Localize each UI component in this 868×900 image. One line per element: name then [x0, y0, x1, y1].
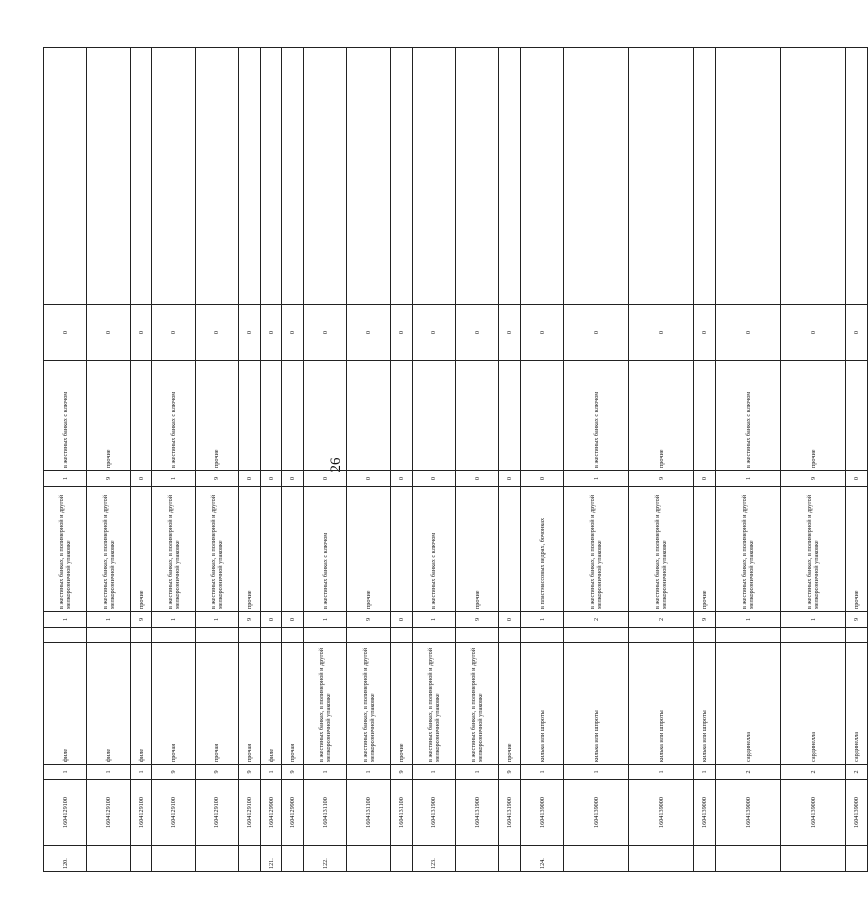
table-row	[44, 48, 87, 872]
name-cell: прочие	[499, 643, 521, 765]
notes-cell	[520, 48, 563, 305]
table-row	[390, 48, 412, 872]
subcode-2-cell: 9	[846, 612, 868, 628]
subcode-2-cell: 0	[390, 612, 412, 628]
notes-cell	[304, 48, 347, 305]
packaging-detail-cell: в жестяных банках с ключом	[44, 361, 87, 471]
code-cell: 1604131900	[412, 780, 455, 846]
name-cell: сардинелла	[846, 643, 868, 765]
notes-cell	[629, 48, 694, 305]
notes-cell	[564, 48, 629, 305]
row-number-cell: 120.	[44, 846, 87, 872]
subcode-3-cell: 0	[130, 471, 152, 487]
blank-cell	[716, 628, 781, 643]
subcode-2-cell: 1	[304, 612, 347, 628]
subcode-2-cell: 1	[44, 612, 87, 628]
name-cell: килька или шпроты	[520, 643, 563, 765]
table-body	[44, 48, 868, 872]
row-number-cell	[846, 846, 868, 872]
name-cell: филе	[130, 643, 152, 765]
table-row	[781, 48, 846, 872]
name-cell: филе	[87, 643, 130, 765]
blank-cell	[304, 628, 347, 643]
name-cell: прочая	[282, 643, 304, 765]
subcode-2-cell: 0	[499, 612, 521, 628]
packaging-cell: прочие	[846, 487, 868, 612]
packaging-cell: в жестяных банках, в полимерной и другой мелкорозничной упаковке	[44, 487, 87, 612]
name-cell: сардинелла	[716, 643, 781, 765]
value-cell: 0	[87, 305, 130, 361]
row-number-cell	[87, 846, 130, 872]
row-number-cell	[239, 846, 261, 872]
subcode-3-cell: 0	[260, 471, 282, 487]
notes-cell	[846, 48, 868, 305]
subcode-2-cell: 2	[629, 612, 694, 628]
blank-cell	[781, 628, 846, 643]
packaging-detail-cell	[239, 361, 261, 471]
value-cell: 0	[499, 305, 521, 361]
notes-cell	[455, 48, 498, 305]
subcode-cell: 9	[152, 765, 195, 780]
packaging-detail-cell	[390, 361, 412, 471]
classification-table	[43, 47, 868, 872]
row-number-cell	[499, 846, 521, 872]
table-row	[87, 48, 130, 872]
row-number-cell	[282, 846, 304, 872]
packaging-detail-cell	[846, 361, 868, 471]
subcode-2-cell: 9	[455, 612, 498, 628]
table-row	[455, 48, 498, 872]
packaging-detail-cell: в жестяных банках с ключом	[152, 361, 195, 471]
blank-cell	[44, 628, 87, 643]
code-cell: 1604129100	[44, 780, 87, 846]
notes-cell	[87, 48, 130, 305]
table-rotator	[43, 48, 860, 872]
table-row	[260, 48, 282, 872]
value-cell: 0	[564, 305, 629, 361]
packaging-detail-cell	[520, 361, 563, 471]
name-cell: в жестяных банках, в полимерной и другой мелкорозничной упаковке	[347, 643, 390, 765]
packaging-detail-cell: в жестяных банках с ключом	[716, 361, 781, 471]
code-cell: 1604129100	[152, 780, 195, 846]
row-number-cell	[390, 846, 412, 872]
blank-cell	[564, 628, 629, 643]
subcode-3-cell: 0	[282, 471, 304, 487]
code-cell: 1604139000	[564, 780, 629, 846]
packaging-cell	[260, 487, 282, 612]
packaging-cell: в жестяных банках, в полимерной и другой мелкорозничной упаковке	[195, 487, 238, 612]
name-cell: в жестяных банках, в полимерной и другой мелкорозничной упаковке	[455, 643, 498, 765]
subcode-2-cell: 1	[412, 612, 455, 628]
subcode-2-cell: 9	[347, 612, 390, 628]
subcode-3-cell: 1	[152, 471, 195, 487]
blank-cell	[499, 628, 521, 643]
name-cell: в жестяных банках, в полимерной и другой мелкорозничной упаковке	[304, 643, 347, 765]
table-row	[282, 48, 304, 872]
subcode-cell: 1	[520, 765, 563, 780]
table-row	[195, 48, 238, 872]
subcode-cell: 1	[87, 765, 130, 780]
packaging-detail-cell	[412, 361, 455, 471]
packaging-cell: в жестяных банках с ключом	[304, 487, 347, 612]
packaging-detail-cell	[282, 361, 304, 471]
notes-cell	[716, 48, 781, 305]
subcode-cell: 2	[781, 765, 846, 780]
subcode-cell: 1	[44, 765, 87, 780]
name-cell: килька или шпроты	[564, 643, 629, 765]
blank-cell	[282, 628, 304, 643]
code-cell: 1604129900	[282, 780, 304, 846]
name-cell: филе	[44, 643, 87, 765]
value-cell: 0	[629, 305, 694, 361]
packaging-detail-cell: прочие	[195, 361, 238, 471]
subcode-2-cell: 9	[239, 612, 261, 628]
code-cell: 1604139000	[846, 780, 868, 846]
subcode-3-cell: 0	[390, 471, 412, 487]
packaging-cell: прочие	[347, 487, 390, 612]
subcode-2-cell: 2	[564, 612, 629, 628]
blank-cell	[412, 628, 455, 643]
value-cell: 0	[781, 305, 846, 361]
value-cell: 0	[152, 305, 195, 361]
packaging-detail-cell	[130, 361, 152, 471]
blank-cell	[694, 628, 716, 643]
notes-cell	[781, 48, 846, 305]
notes-cell	[44, 48, 87, 305]
notes-cell	[390, 48, 412, 305]
notes-cell	[239, 48, 261, 305]
subcode-cell: 9	[499, 765, 521, 780]
packaging-detail-cell: прочие	[781, 361, 846, 471]
row-number-cell: 123.	[412, 846, 455, 872]
subcode-cell: 9	[195, 765, 238, 780]
table-row	[846, 48, 868, 872]
packaging-detail-cell: прочие	[629, 361, 694, 471]
name-cell: филе	[260, 643, 282, 765]
subcode-2-cell: 1	[87, 612, 130, 628]
code-cell: 1604139000	[520, 780, 563, 846]
name-cell: в жестяных банках, в полимерной и другой мелкорозничной упаковке	[412, 643, 455, 765]
notes-cell	[347, 48, 390, 305]
code-cell: 1604139000	[694, 780, 716, 846]
code-cell: 1604131100	[390, 780, 412, 846]
subcode-2-cell: 1	[152, 612, 195, 628]
table-row	[629, 48, 694, 872]
code-cell: 1604131900	[455, 780, 498, 846]
subcode-cell: 1	[347, 765, 390, 780]
row-number-cell	[195, 846, 238, 872]
code-cell: 1604131900	[499, 780, 521, 846]
name-cell: килька или шпроты	[629, 643, 694, 765]
value-cell: 0	[239, 305, 261, 361]
notes-cell	[282, 48, 304, 305]
subcode-3-cell: 1	[716, 471, 781, 487]
table-row	[239, 48, 261, 872]
packaging-cell: в жестяных банках, в полимерной и другой мелкорозничной упаковке	[87, 487, 130, 612]
subcode-2-cell: 1	[195, 612, 238, 628]
value-cell: 0	[195, 305, 238, 361]
value-cell: 0	[455, 305, 498, 361]
subcode-3-cell: 0	[304, 471, 347, 487]
packaging-detail-cell: прочие	[87, 361, 130, 471]
subcode-2-cell: 9	[694, 612, 716, 628]
notes-cell	[412, 48, 455, 305]
subcode-cell: 1	[455, 765, 498, 780]
subcode-cell: 1	[694, 765, 716, 780]
packaging-cell: в жестяных банках с ключом	[412, 487, 455, 612]
packaging-detail-cell	[455, 361, 498, 471]
value-cell: 0	[304, 305, 347, 361]
value-cell: 0	[846, 305, 868, 361]
packaging-detail-cell	[260, 361, 282, 471]
subcode-2-cell: 9	[130, 612, 152, 628]
blank-cell	[130, 628, 152, 643]
row-number-cell	[694, 846, 716, 872]
subcode-2-cell: 1	[716, 612, 781, 628]
name-cell: прочие	[390, 643, 412, 765]
value-cell: 0	[44, 305, 87, 361]
subcode-3-cell: 9	[195, 471, 238, 487]
blank-cell	[846, 628, 868, 643]
table-row	[564, 48, 629, 872]
subcode-3-cell: 0	[412, 471, 455, 487]
code-cell: 1604129900	[260, 780, 282, 846]
value-cell: 0	[347, 305, 390, 361]
subcode-cell: 1	[564, 765, 629, 780]
notes-cell	[694, 48, 716, 305]
notes-cell	[499, 48, 521, 305]
name-cell: прочая	[152, 643, 195, 765]
packaging-cell: прочие	[455, 487, 498, 612]
subcode-cell: 1	[260, 765, 282, 780]
packaging-detail-cell	[499, 361, 521, 471]
row-number-cell: 124.	[520, 846, 563, 872]
table-row	[520, 48, 563, 872]
value-cell: 0	[260, 305, 282, 361]
page-number: 26	[328, 457, 344, 473]
row-number-cell	[347, 846, 390, 872]
packaging-cell: в пластмассовых ведрах, бочонках	[520, 487, 563, 612]
code-cell: 1604129100	[239, 780, 261, 846]
subcode-3-cell: 0	[239, 471, 261, 487]
value-cell: 0	[390, 305, 412, 361]
packaging-detail-cell	[694, 361, 716, 471]
subcode-3-cell: 1	[44, 471, 87, 487]
code-cell: 1604139000	[629, 780, 694, 846]
subcode-cell: 2	[846, 765, 868, 780]
value-cell: 0	[716, 305, 781, 361]
subcode-cell: 9	[239, 765, 261, 780]
packaging-cell: в жестяных банках, в полимерной и другой мелкорозничной упаковке	[152, 487, 195, 612]
subcode-3-cell: 9	[629, 471, 694, 487]
table-row	[304, 48, 347, 872]
packaging-cell	[390, 487, 412, 612]
blank-cell	[260, 628, 282, 643]
value-cell: 0	[694, 305, 716, 361]
packaging-detail-cell	[304, 361, 347, 471]
notes-cell	[152, 48, 195, 305]
value-cell: 0	[282, 305, 304, 361]
subcode-3-cell: 0	[846, 471, 868, 487]
subcode-cell: 9	[390, 765, 412, 780]
code-cell: 1604131100	[347, 780, 390, 846]
subcode-cell: 1	[304, 765, 347, 780]
packaging-cell: в жестяных банках, в полимерной и другой мелкорозничной упаковке	[629, 487, 694, 612]
table-row	[130, 48, 152, 872]
code-cell: 1604129100	[130, 780, 152, 846]
notes-cell	[130, 48, 152, 305]
packaging-cell: прочие	[239, 487, 261, 612]
table-row	[152, 48, 195, 872]
subcode-3-cell: 0	[694, 471, 716, 487]
subcode-cell: 1	[130, 765, 152, 780]
subcode-2-cell: 1	[520, 612, 563, 628]
packaging-cell	[499, 487, 521, 612]
table-row	[499, 48, 521, 872]
subcode-3-cell: 0	[347, 471, 390, 487]
row-number-cell	[716, 846, 781, 872]
packaging-cell: в жестяных банках, в полимерной и другой мелкорозничной упаковке	[716, 487, 781, 612]
packaging-cell	[282, 487, 304, 612]
code-cell: 1604129100	[87, 780, 130, 846]
code-cell: 1604129100	[195, 780, 238, 846]
blank-cell	[87, 628, 130, 643]
blank-cell	[152, 628, 195, 643]
subcode-cell: 9	[282, 765, 304, 780]
row-number-cell: 121.	[260, 846, 282, 872]
code-cell: 1604139000	[716, 780, 781, 846]
row-number-cell	[781, 846, 846, 872]
table-row	[412, 48, 455, 872]
packaging-detail-cell	[347, 361, 390, 471]
subcode-3-cell: 0	[499, 471, 521, 487]
name-cell: прочая	[239, 643, 261, 765]
code-cell: 1604131100	[304, 780, 347, 846]
row-number-cell	[629, 846, 694, 872]
value-cell: 0	[520, 305, 563, 361]
subcode-3-cell: 0	[455, 471, 498, 487]
subcode-2-cell: 0	[282, 612, 304, 628]
subcode-3-cell: 9	[781, 471, 846, 487]
subcode-3-cell: 1	[564, 471, 629, 487]
subcode-cell: 2	[716, 765, 781, 780]
blank-cell	[195, 628, 238, 643]
packaging-cell: в жестяных банках, в полимерной и другой мелкорозничной упаковке	[564, 487, 629, 612]
packaging-cell: прочие	[130, 487, 152, 612]
name-cell: килька или шпроты	[694, 643, 716, 765]
blank-cell	[455, 628, 498, 643]
table-row	[716, 48, 781, 872]
subcode-3-cell: 9	[87, 471, 130, 487]
subcode-cell: 1	[412, 765, 455, 780]
notes-cell	[260, 48, 282, 305]
row-number-cell	[564, 846, 629, 872]
code-cell: 1604139000	[781, 780, 846, 846]
subcode-2-cell: 0	[260, 612, 282, 628]
notes-cell	[195, 48, 238, 305]
packaging-cell: в жестяных банках, в полимерной и другой мелкорозничной упаковке	[781, 487, 846, 612]
blank-cell	[629, 628, 694, 643]
name-cell: сардинелла	[781, 643, 846, 765]
blank-cell	[347, 628, 390, 643]
row-number-cell	[152, 846, 195, 872]
value-cell: 0	[412, 305, 455, 361]
table-row	[694, 48, 716, 872]
blank-cell	[520, 628, 563, 643]
blank-cell	[239, 628, 261, 643]
row-number-cell: 122.	[304, 846, 347, 872]
row-number-cell	[455, 846, 498, 872]
subcode-2-cell: 1	[781, 612, 846, 628]
value-cell: 0	[130, 305, 152, 361]
subcode-3-cell: 0	[520, 471, 563, 487]
name-cell: прочая	[195, 643, 238, 765]
packaging-cell: прочие	[694, 487, 716, 612]
subcode-cell: 1	[629, 765, 694, 780]
row-number-cell	[130, 846, 152, 872]
blank-cell	[390, 628, 412, 643]
packaging-detail-cell: в жестяных банках с ключом	[564, 361, 629, 471]
table-row	[347, 48, 390, 872]
